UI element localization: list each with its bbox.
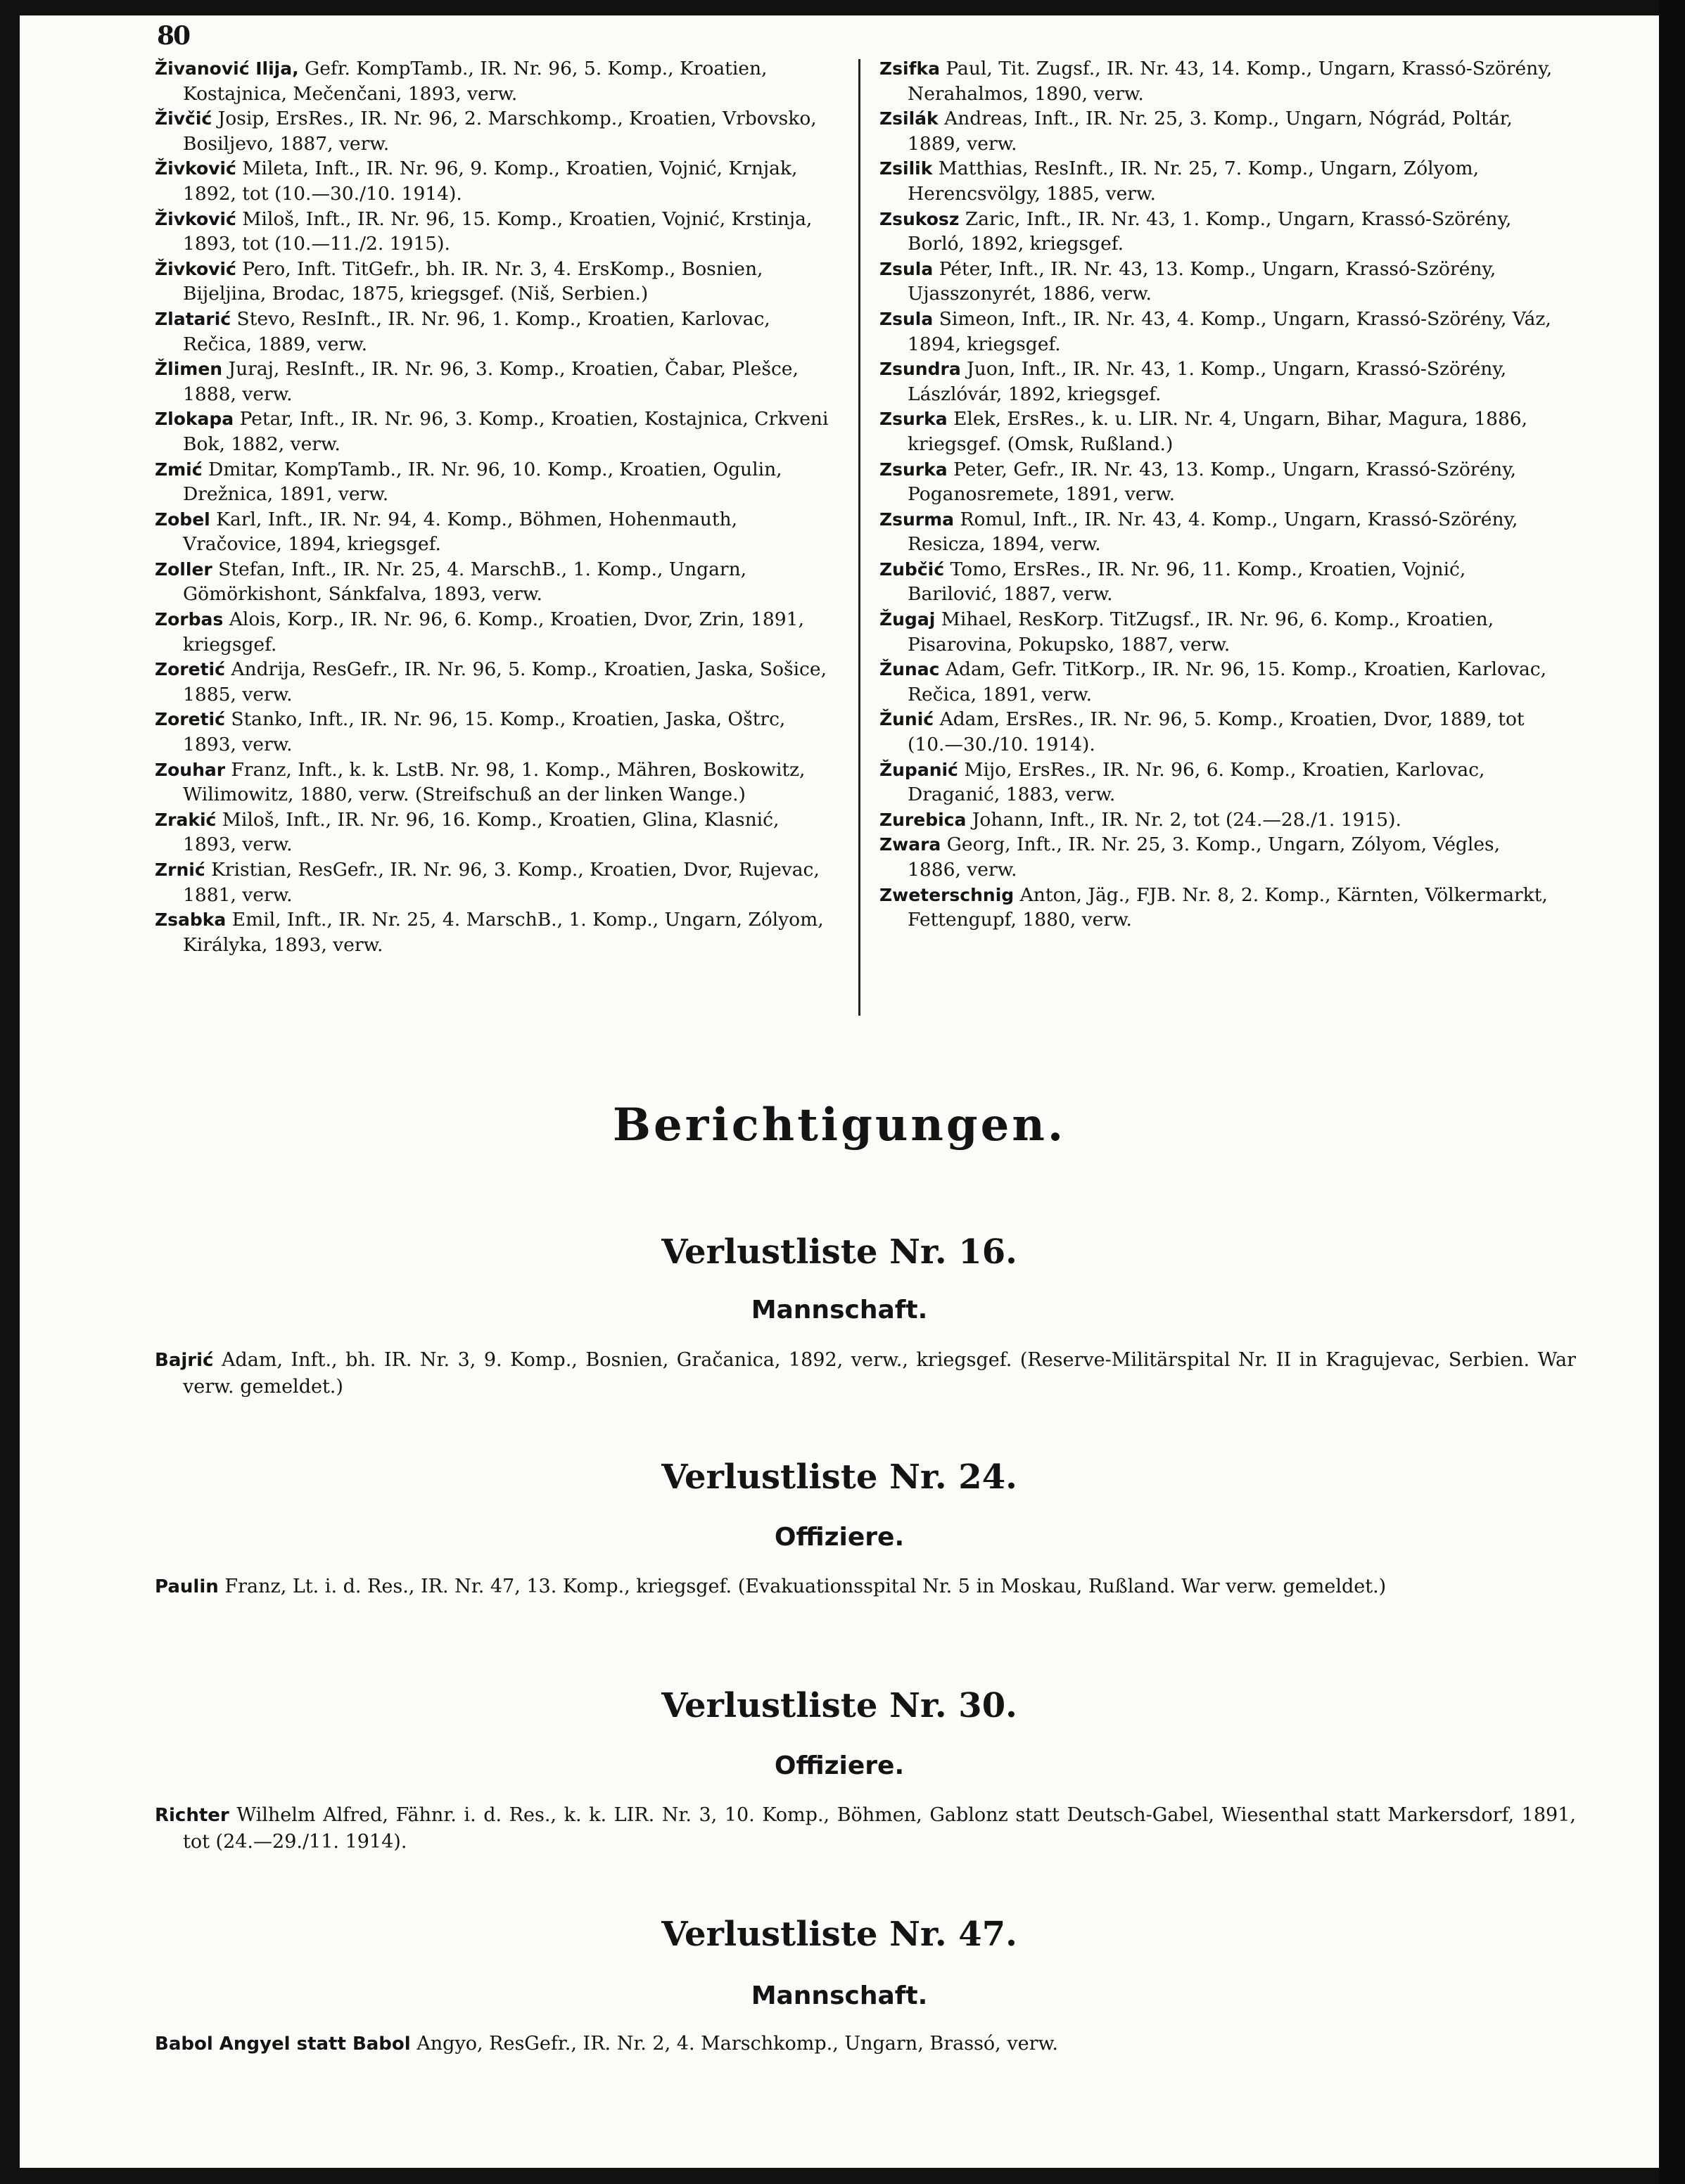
casualty-entry <box>879 257 1555 307</box>
entry-surname: Zubčić <box>879 558 945 580</box>
page-number: 80 <box>157 21 190 51</box>
casualty-entry <box>879 307 1555 357</box>
entry-details: Johann, Inft., IR. Nr. 2, tot (24.—28./1. 1915). <box>972 808 1401 831</box>
entry-details: Simeon, Inft., IR. Nr. 43, 4. Komp., Ungarn, Krassó-Szörény, Váz, 1894, kriegsgef. <box>908 307 1551 355</box>
correction-details: Angyo, ResGefr., IR. Nr. 2, 4. Marschkomp., Ungarn, Brassó, verw. <box>417 2033 1058 2055</box>
entry-surname: Živković <box>155 208 236 229</box>
entry-details: Juraj, ResInft., IR. Nr. 96, 3. Komp., Kroatien, Čabar, Plešce, 1888, verw. <box>183 358 799 405</box>
casualty-entry <box>155 457 830 507</box>
entry-details: Zaric, Inft., IR. Nr. 43, 1. Komp., Ungarn, Krassó-Szörény, Borló, 1892, kriegsgef. <box>908 207 1512 255</box>
list-title-47: Verlustliste Nr. 47. <box>661 1915 1017 1954</box>
entry-surname: Živčić <box>155 108 212 129</box>
entry-details: Alois, Korp., IR. Nr. 96, 6. Komp., Kroatien, Dvor, Zrin, 1891, kriegsgef. <box>183 608 804 656</box>
entry-surname: Zsifka <box>879 58 940 79</box>
entry-surname: Zsurka <box>879 409 948 430</box>
entry-details: Tomo, ErsRes., IR. Nr. 96, 11. Komp., Kroatien, Vojnić, Barilović, 1887, verw. <box>908 558 1466 606</box>
casualty-entry <box>879 758 1555 807</box>
correction-details: Adam, Inft., bh. IR. Nr. 3, 9. Komp., Bosnien, Gračanica, 1892, verw., kriegsgef. (Reserve-Militärspital Nr. II in Kragujevac, Serbien. War verw. gemeldet.) <box>183 1349 1576 1398</box>
correction-entry <box>155 2031 1576 2057</box>
casualty-entry <box>155 758 830 807</box>
entry-details: Stanko, Inft., IR. Nr. 96, 15. Komp., Kroatien, Jaska, Oštrc, 1893, verw. <box>183 708 786 756</box>
entry-surname: Zsundra <box>879 359 961 380</box>
casualty-entry <box>155 407 830 456</box>
casualty-entry <box>155 557 830 607</box>
entry-surname: Županić <box>879 759 958 780</box>
casualty-entry <box>879 457 1555 507</box>
casualty-entry <box>155 106 830 156</box>
entry-surname: Živković <box>155 258 236 279</box>
entry-surname: Zrnić <box>155 860 205 880</box>
entry-surname: Zobel <box>155 509 210 530</box>
entry-surname: Živanović Ilija, <box>155 58 299 79</box>
entry-details: Josip, ErsRes., IR. Nr. 96, 2. Marschkomp., Kroatien, Vrbovsko, Bosiljevo, 1887, verw. <box>183 108 817 155</box>
entry-surname: Zorbas <box>155 609 224 630</box>
entry-surname: Zweterschnig <box>879 884 1015 905</box>
casualty-entry <box>879 156 1555 206</box>
entry-details: Kristian, ResGefr., IR. Nr. 96, 3. Komp., Kroatien, Dvor, Rujevac, 1881, verw. <box>183 859 820 906</box>
entry-details: Juon, Inft., IR. Nr. 43, 1. Komp., Ungarn, Krassó-Szörény, Lászlóvár, 1892, kriegsgef. <box>908 358 1507 405</box>
entry-details: Matthias, ResInft., IR. Nr. 25, 7. Komp., Ungarn, Zólyom, Herencsvölgy, 1885, verw. <box>908 158 1480 205</box>
correction-details: Wilhelm Alfred, Fähnr. i. d. Res., k. k. LIR. Nr. 3, 10. Komp., Böhmen, Gablonz statt Deutsch-Gabel, Wiesenthal statt Markersdorf, 1891, tot (24.—29./11. 1914). <box>183 1804 1576 1853</box>
casualty-entry <box>879 657 1555 707</box>
entry-details: Emil, Inft., IR. Nr. 25, 4. MarschB., 1. Komp., Ungarn, Zólyom, Királyka, 1893, verw. <box>183 909 824 956</box>
correction-name: Babol Angyel statt Babol <box>155 2033 411 2055</box>
casualty-entry <box>879 106 1555 156</box>
casualty-entry <box>155 707 830 757</box>
casualty-entry <box>155 156 830 206</box>
casualty-entry <box>155 607 830 657</box>
entry-details: Andrija, ResGefr., IR. Nr. 96, 5. Komp., Kroatien, Jaska, Sošice, 1885, verw. <box>183 658 827 705</box>
entry-details: Adam, Gefr. TitKorp., IR. Nr. 96, 15. Komp., Kroatien, Karlovac, Rečica, 1891, verw. <box>908 658 1547 705</box>
casualty-entry <box>155 357 830 407</box>
correction-entry <box>155 1802 1576 1856</box>
category-heading: Mannschaft. <box>751 1981 928 2010</box>
casualty-entry <box>155 657 830 707</box>
entry-surname: Zsilák <box>879 108 939 129</box>
entry-details: Adam, ErsRes., IR. Nr. 96, 5. Komp., Kroatien, Dvor, 1889, tot (10.—30./10. 1914). <box>908 708 1525 756</box>
entry-details: Péter, Inft., IR. Nr. 43, 13. Komp., Ungarn, Krassó-Szörény, Ujasszonyrét, 1886, verw. <box>908 257 1496 305</box>
entry-surname: Zsula <box>879 308 934 329</box>
casualty-entry <box>155 807 830 857</box>
casualty-entry <box>155 307 830 357</box>
entry-details: Miloš, Inft., IR. Nr. 96, 16. Komp., Kroatien, Glina, Klasnić, 1893, verw. <box>183 808 780 856</box>
entry-surname: Zsilik <box>879 158 933 179</box>
entry-details: Gefr. KompTamb., IR. Nr. 96, 5. Komp., Kroatien, Kostajnica, Mečenčani, 1893, verw. <box>183 58 768 105</box>
list-title-24: Verlustliste Nr. 24. <box>661 1457 1017 1497</box>
correction-name: Richter <box>155 1805 229 1826</box>
entry-surname: Zouhar <box>155 759 226 780</box>
casualty-entry <box>879 507 1555 557</box>
entry-surname: Zsurka <box>879 459 948 480</box>
entry-details: Franz, Inft., k. k. LstB. Nr. 98, 1. Komp., Mähren, Boskowitz, Wilimowitz, 1880, verw. (Streifschuß an der linken Wange.) <box>183 758 806 806</box>
correction-name: Bajrić <box>155 1350 214 1371</box>
entry-details: Miloš, Inft., IR. Nr. 96, 15. Komp., Kroatien, Vojnić, Krstinja, 1893, tot (10.—11./2. 1915). <box>183 207 813 255</box>
column-divider <box>858 59 860 1016</box>
correction-entry <box>155 1573 1576 1600</box>
entry-surname: Zoller <box>155 558 212 580</box>
casualty-entry <box>879 607 1555 657</box>
corrections-title: Berichtigungen. <box>612 1099 1067 1151</box>
scan-edge <box>1659 0 1685 2184</box>
entry-details: Pero, Inft. TitGefr., bh. IR. Nr. 3, 4. ErsKomp., Bosnien, Bijeljina, Brodac, 1875, kriegsgef. (Niš, Serbien.) <box>183 257 763 305</box>
entry-details: Andreas, Inft., IR. Nr. 25, 3. Komp., Ungarn, Nógrád, Poltár, 1889, verw. <box>908 108 1513 155</box>
casualty-entry <box>155 56 830 106</box>
entry-surname: Zrakić <box>155 809 217 830</box>
casualty-entry <box>879 207 1555 257</box>
entry-details: Georg, Inft., IR. Nr. 25, 3. Komp., Ungarn, Zólyom, Végles, 1886, verw. <box>908 834 1501 881</box>
entry-surname: Zurebica <box>879 809 967 830</box>
casualty-entry <box>155 857 830 907</box>
entry-details: Romul, Inft., IR. Nr. 43, 4. Komp., Ungarn, Krassó-Szörény, Resicza, 1894, verw. <box>908 508 1518 556</box>
entry-surname: Zmić <box>155 459 203 480</box>
correction-name: Paulin <box>155 1576 219 1597</box>
entry-surname: Zlatarić <box>155 308 231 329</box>
entry-surname: Zsukosz <box>879 208 960 229</box>
right-column <box>879 56 1555 933</box>
casualty-entry <box>879 807 1555 833</box>
entry-surname: Žunić <box>879 709 934 730</box>
casualty-entry <box>879 56 1555 106</box>
entry-details: Karl, Inft., IR. Nr. 94, 4. Komp., Böhmen, Hohenmauth, Vračovice, 1894, kriegsgef. <box>183 508 737 556</box>
entry-details: Stevo, ResInft., IR. Nr. 96, 1. Komp., Kroatien, Karlovac, Rečica, 1889, verw. <box>183 307 770 355</box>
left-column <box>155 56 830 957</box>
correction-details: Franz, Lt. i. d. Res., IR. Nr. 47, 13. Komp., kriegsgef. (Evakuationsspital Nr. 5 in Moskau, Rußland. War verw. gemeldet.) <box>224 1576 1387 1597</box>
entry-surname: Zsula <box>879 258 934 279</box>
correction-entry <box>155 1347 1576 1400</box>
casualty-entry <box>155 207 830 257</box>
entry-surname: Živković <box>155 158 236 179</box>
entry-surname: Zlokapa <box>155 409 234 430</box>
entry-surname: Žugaj <box>879 609 936 630</box>
entry-surname: Zwara <box>879 834 941 855</box>
category-heading: Offiziere. <box>774 1523 905 1552</box>
entry-details: Petar, Inft., IR. Nr. 96, 3. Komp., Kroatien, Kostajnica, Crkveni Bok, 1882, verw. <box>183 408 829 455</box>
entry-details: Anton, Jäg., FJB. Nr. 8, 2. Komp., Kärnten, Völkermarkt, Fettengupf, 1880, verw. <box>908 883 1548 931</box>
entry-surname: Žlimen <box>155 359 223 380</box>
casualty-entry <box>879 557 1555 607</box>
list-title-16: Verlustliste Nr. 16. <box>661 1232 1017 1272</box>
category-heading: Mannschaft. <box>751 1296 928 1324</box>
casualty-entry <box>879 357 1555 407</box>
casualty-entry <box>879 832 1555 882</box>
casualty-entry <box>155 507 830 557</box>
entry-surname: Zsurma <box>879 509 955 530</box>
entry-details: Dmitar, KompTamb., IR. Nr. 96, 10. Komp., Kroatien, Ogulin, Drežnica, 1891, verw. <box>183 458 782 506</box>
entry-details: Paul, Tit. Zugsf., IR. Nr. 43, 14. Komp., Ungarn, Krassó-Szörény, Nerahalmos, 1890, verw. <box>908 58 1553 105</box>
entry-details: Peter, Gefr., IR. Nr. 43, 13. Komp., Ungarn, Krassó-Szörény, Poganosremete, 1891, verw. <box>908 458 1517 506</box>
entry-surname: Žunac <box>879 659 940 680</box>
casualty-entry <box>879 407 1555 456</box>
casualty-entry <box>155 907 830 957</box>
entry-surname: Zoretić <box>155 709 225 730</box>
category-heading: Offiziere. <box>774 1751 905 1780</box>
entry-surname: Zoretić <box>155 659 225 680</box>
entry-details: Mihael, ResKorp. TitZugsf., IR. Nr. 96, 6. Komp., Kroatien, Pisarovina, Pokupsko, 1887, verw. <box>908 608 1494 656</box>
casualty-entry <box>879 707 1555 757</box>
entry-details: Mileta, Inft., IR. Nr. 96, 9. Komp., Kroatien, Vojnić, Krnjak, 1892, tot (10.—30./10. 1914). <box>183 158 798 205</box>
entry-surname: Zsabka <box>155 909 227 931</box>
list-title-30: Verlustliste Nr. 30. <box>661 1686 1017 1725</box>
casualty-entry <box>155 257 830 307</box>
document-page <box>20 15 1659 2168</box>
entry-details: Stefan, Inft., IR. Nr. 25, 4. MarschB., 1. Komp., Ungarn, Gömörkishont, Sánkfalva, 1893, verw. <box>183 558 747 606</box>
casualty-entry <box>879 883 1555 933</box>
entry-details: Elek, ErsRes., k. u. LIR. Nr. 4, Ungarn, Bihar, Magura, 1886, kriegsgef. (Omsk, Rußland.) <box>908 408 1528 455</box>
entry-details: Mijo, ErsRes., IR. Nr. 96, 6. Komp., Kroatien, Karlovac, Draganić, 1883, verw. <box>908 758 1485 806</box>
